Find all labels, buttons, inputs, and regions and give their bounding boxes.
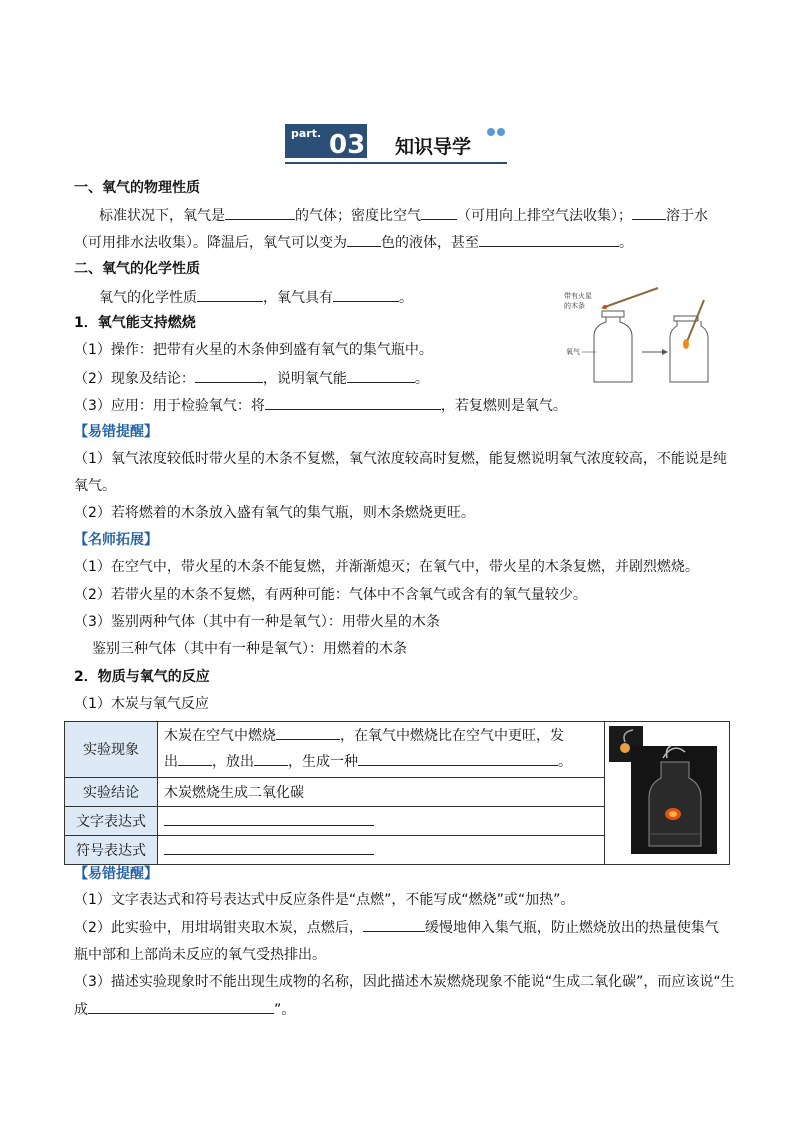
burning-charcoal-photo-icon <box>605 722 729 860</box>
ext-line1: （1）在空气中，带火星的木条不能复燃，并渐渐熄灭；在氧气中，带火星的木条复燃，并剧烈燃烧。 <box>74 559 699 575</box>
fill-blank[interactable] <box>88 999 274 1014</box>
fill-blank[interactable] <box>178 751 212 766</box>
fill-blank[interactable] <box>254 751 288 766</box>
table-cell <box>158 835 605 864</box>
tip1-line1: （1）氧气浓度较低时带火星的木条不复燃，氧气浓度较高时复燃，能复燃说明氧气浓度较高，不能说是纯 <box>74 451 727 467</box>
decor-dots-icon <box>487 124 507 140</box>
text: 出 <box>164 754 178 771</box>
fill-blank[interactable] <box>197 287 263 302</box>
row-header: 实验结论 <box>65 777 158 806</box>
header-rule <box>285 162 507 164</box>
tip1-line2: 氧气。 <box>74 478 116 494</box>
text: （3）应用：用于检验氧气：将 <box>74 398 265 414</box>
text: ，生成一种 <box>288 754 358 771</box>
tip2-line4: （3）描述实验现象时不能出现生成物的名称，因此描述木炭燃烧现象不能说“生成二氧化碳”，而应该说“生 <box>74 974 735 990</box>
tip1-line3: （2）若将燃着的木条放入盛有氧气的集气瓶，则木条燃烧更旺。 <box>74 505 475 521</box>
text: ，说明氧气能 <box>262 371 347 387</box>
text: （2）此实验中，用坩埚钳夹取木炭，点燃后， <box>74 920 363 936</box>
text: 。 <box>414 371 429 387</box>
table-cell: 木炭燃烧生成二氧化碳 <box>158 777 605 806</box>
fill-blank[interactable] <box>164 840 374 855</box>
part-number: 03 <box>329 130 366 160</box>
text: 标准状况下，氧气是 <box>99 208 225 224</box>
fill-blank[interactable] <box>358 751 558 766</box>
text: 的气体；密度比空气 <box>295 208 421 224</box>
sub1-operation: （1）操作：把带有火星的木条伸到盛有氧气的集气瓶中。 <box>74 342 433 358</box>
figure-label-gas: 氧气 <box>566 348 580 356</box>
tip2-line1: （1）文字表达式和符号表达式中反应条件是“点燃”，不能写成“燃烧”或“加热”。 <box>74 892 575 908</box>
charcoal-experiment-table <box>64 721 730 865</box>
tip1-title: 【易错提醒】 <box>74 424 158 440</box>
text: ，放出 <box>212 754 254 771</box>
table-cell <box>158 806 605 835</box>
fill-blank[interactable] <box>632 205 666 220</box>
text: 溶于水 <box>666 208 708 224</box>
section-header <box>285 122 507 166</box>
fill-blank[interactable] <box>276 725 340 740</box>
section2-heading: 二、氧气的化学性质 <box>74 261 200 277</box>
fill-blank[interactable] <box>347 368 415 383</box>
text: 氧气的化学性质 <box>99 290 197 306</box>
ext-title: 【名师拓展】 <box>74 532 158 548</box>
text: ，氧气具有 <box>263 290 333 306</box>
part-label: part. <box>291 127 322 140</box>
section1-para2 <box>74 232 633 253</box>
tip2-line5 <box>74 999 295 1020</box>
fill-blank[interactable] <box>347 232 381 247</box>
part-badge <box>285 124 367 158</box>
row-header: 符号表达式 <box>65 835 158 864</box>
text: （可用排水法收集）。降温后，氧气可以变为 <box>74 235 347 251</box>
oxygen-test-figure <box>562 286 722 386</box>
sub1-heading: 1．氧气能支持燃烧 <box>74 315 196 331</box>
text: 木炭在空气中燃烧 <box>164 728 276 745</box>
text: （可用向上排空气法收集）； <box>457 208 632 224</box>
page-title: 知识导学 <box>395 136 472 158</box>
ext-line4: 鉴别三种气体（其中有一种是氧气）：用燃着的木条 <box>92 641 407 657</box>
fill-blank[interactable] <box>265 395 441 410</box>
section2-para1 <box>99 287 413 308</box>
fill-blank[interactable] <box>164 811 374 826</box>
fill-blank[interactable] <box>195 368 263 383</box>
fill-blank[interactable] <box>421 205 457 220</box>
table-cell <box>158 722 605 778</box>
sub2-heading: 2．物质与氧气的反应 <box>74 669 210 685</box>
text: 。 <box>619 235 633 251</box>
tip2-line3: 瓶中部和上部尚未反应的氧气受热排出。 <box>74 947 326 963</box>
section1-para1 <box>99 205 708 226</box>
text: 。 <box>558 754 572 771</box>
row-header: 文字表达式 <box>65 806 158 835</box>
sub1-application <box>74 395 567 416</box>
table-row <box>65 722 730 778</box>
jar-diagram-icon <box>562 286 722 386</box>
fill-blank[interactable] <box>479 232 619 247</box>
experiment-photo <box>605 722 730 865</box>
tip2-line2 <box>74 917 719 938</box>
text: ”。 <box>274 1002 296 1018</box>
fill-blank[interactable] <box>225 205 295 220</box>
text: 成 <box>74 1002 88 1018</box>
text: 缓慢地伸入集气瓶，防止燃烧放出的热量使集气 <box>424 920 719 936</box>
figure-label-top-1: 带有火星 <box>564 292 592 300</box>
fill-blank[interactable] <box>333 287 399 302</box>
section1-heading: 一、氧气的物理性质 <box>74 180 200 196</box>
fill-blank[interactable] <box>363 917 425 932</box>
sub1-result <box>74 368 429 389</box>
row-header: 实验现象 <box>65 722 158 778</box>
text: 色的液体，甚至 <box>381 235 479 251</box>
figure-label-top-2: 的木条 <box>564 302 585 310</box>
text: ，在氧气中燃烧比在空气中更旺，发 <box>340 728 564 745</box>
tip2-title: 【易错提醒】 <box>74 866 158 882</box>
sub2-item1: （1）木炭与氧气反应 <box>74 696 209 712</box>
ext-line2: （2）若带火星的木条不复燃，有两种可能：气体中不含氧气或含有的氧气量较少。 <box>74 587 587 603</box>
ext-line3: （3）鉴别两种气体（其中有一种是氧气）：用带火星的木条 <box>74 614 440 630</box>
text: （2）现象及结论： <box>74 371 195 387</box>
text: ，若复燃则是氧气。 <box>440 398 567 414</box>
text: 。 <box>399 290 413 306</box>
